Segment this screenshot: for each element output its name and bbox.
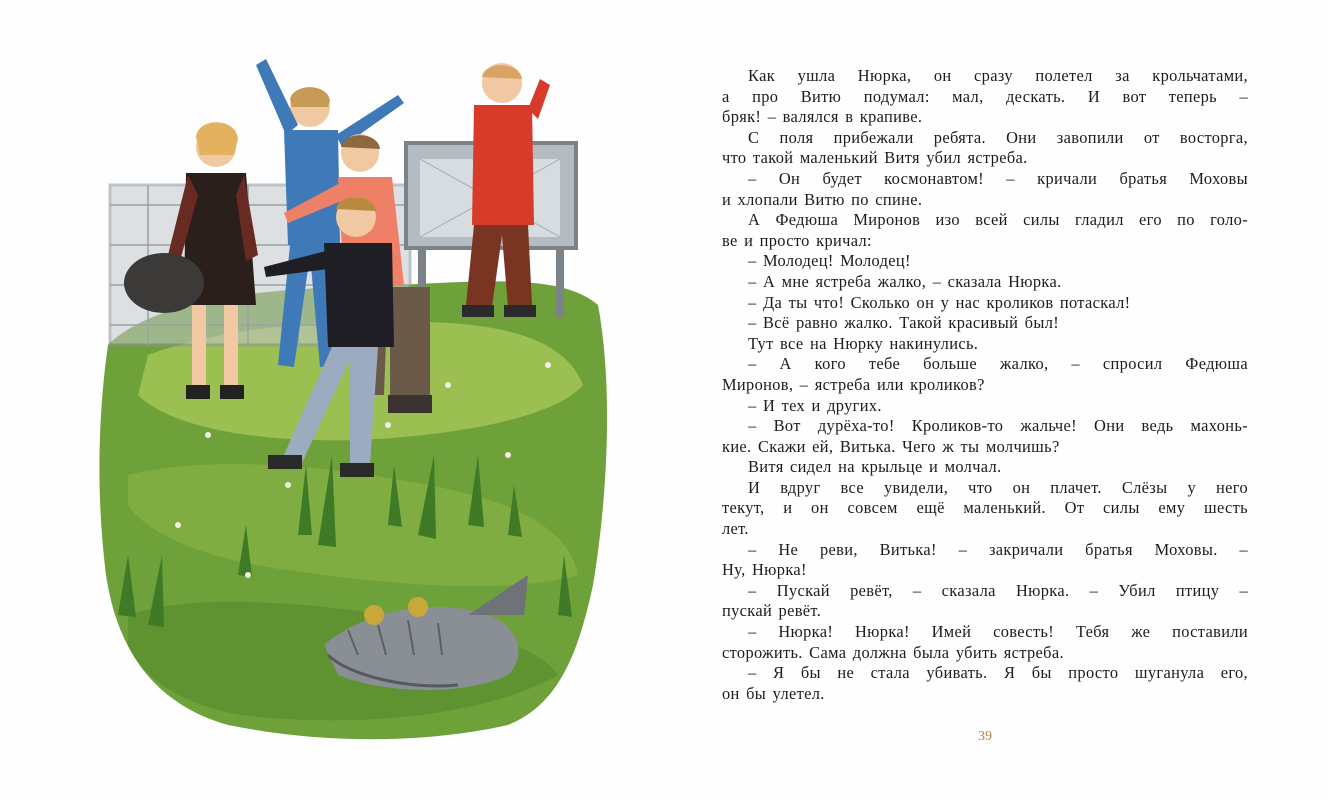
text-line: – Пускай ревёт, – сказала Нюрка. – Убил птицу – xyxy=(748,580,1248,600)
text-line: – Молодец! Молодец! xyxy=(748,251,911,271)
text-line: Ну, Нюрка! xyxy=(722,560,807,580)
page-number: 39 xyxy=(978,729,992,744)
text-line: – Не реви, Витька! – закричали братья Моховы. – xyxy=(748,539,1248,559)
text-line: а про Витю подумал: мал, дескать. И вот теперь – xyxy=(722,86,1248,106)
text-line: кие. Скажи ей, Витька. Чего ж ты молчишь? xyxy=(722,436,1060,456)
text-line: – Он будет космонавтом! – кричали братья Моховы xyxy=(748,168,1248,188)
text-line: пускай ревёт. xyxy=(722,601,822,621)
text-line: и хлопали Витю по спине. xyxy=(722,189,923,209)
text-line: – Всё равно жалко. Такой красивый был! xyxy=(748,313,1060,333)
text-line: Миронов, – ястреба или кроликов? xyxy=(722,374,985,394)
text-line: – Да ты что! Сколько он у нас кроликов потаскал! xyxy=(748,292,1131,312)
text-line: – А мне ястреба жалко, – сказала Нюрка. xyxy=(748,271,1062,291)
text-line: Тут все на Нюрку накинулись. xyxy=(748,333,979,353)
text-line: – Вот дурёха-то! Кроликов-то жальче! Они ведь махонь- xyxy=(748,416,1248,436)
text-line: Витя сидел на крыльце и молчал. xyxy=(748,457,1002,477)
text-line: С поля прибежали ребята. Они завопили от восторга, xyxy=(748,127,1248,147)
text-line: – Я бы не стала убивать. Я бы просто шуганула его, xyxy=(748,663,1248,683)
text-line: А Федюша Миронов изо всей силы гладил его по голо- xyxy=(748,210,1248,230)
story-text xyxy=(722,66,1248,704)
text-line: бряк! – валялся в крапиве. xyxy=(722,107,923,127)
text-line: – А кого тебе больше жалко, – спросил Федюша xyxy=(748,354,1248,374)
text-line: И вдруг все увидели, что он плачет. Слёзы у него xyxy=(748,477,1248,497)
text-line: текут, и он совсем ещё маленький. От силы ему шесть xyxy=(722,498,1248,518)
text-line: – И тех и других. xyxy=(748,395,882,415)
text-line: ве и просто кричал: xyxy=(722,230,872,250)
text-line: сторожить. Сама должна была убить ястреба. xyxy=(722,642,1064,662)
text-line: он бы улетел. xyxy=(722,683,825,703)
text-line: что такой маленький Витя убил ястреба. xyxy=(722,148,1028,168)
text-line: – Нюрка! Нюрка! Имей совесть! Тебя же поставили xyxy=(748,622,1248,642)
illustration xyxy=(88,55,618,745)
text-line: лет. xyxy=(722,519,749,539)
text-line: Как ушла Нюрка, он сразу полетел за крольчатами, xyxy=(748,66,1248,85)
